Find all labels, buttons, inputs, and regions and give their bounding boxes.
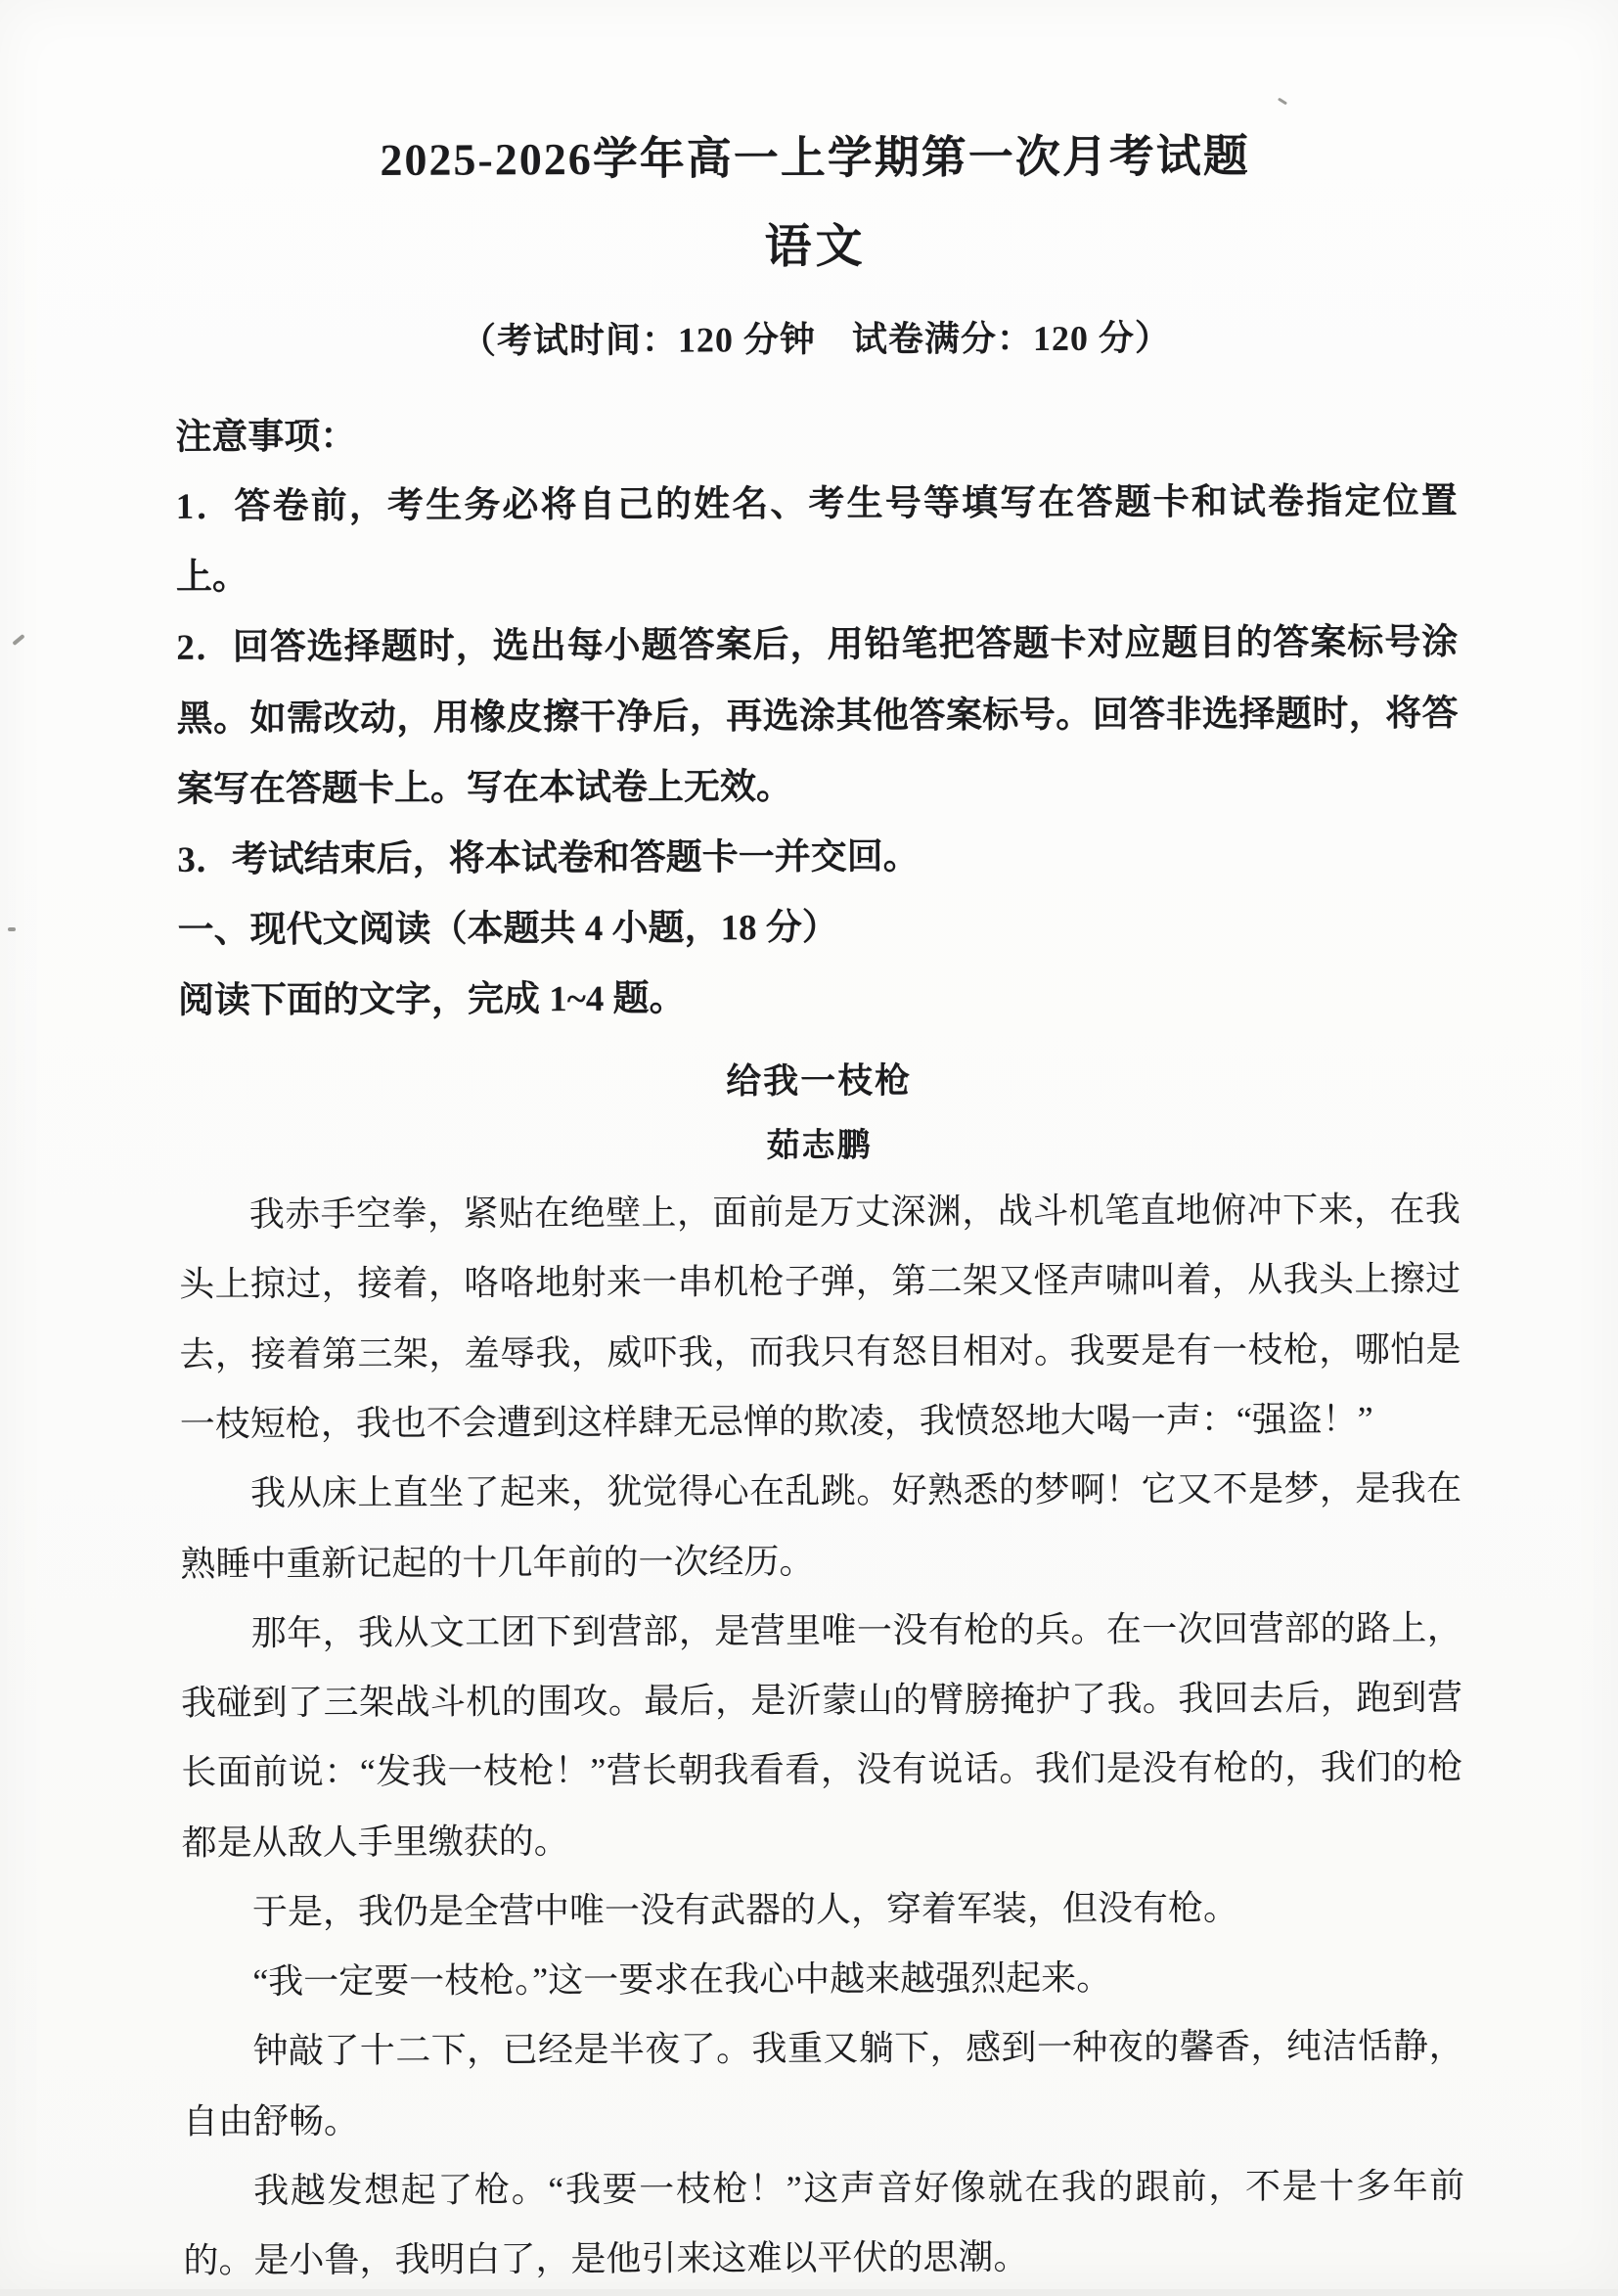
scan-artifact xyxy=(8,927,16,931)
exam-title: 2025-2026学年高一上学期第一次月考试题 xyxy=(380,131,1250,185)
article-title: 给我一枝枪 xyxy=(726,1060,913,1102)
article-paragraph-6: 钟敲了十二下，已经是半夜了。我重又躺下，感到一种夜的馨香，纯洁恬静，自由舒畅。 xyxy=(182,2026,1464,2141)
subject-title: 语文 xyxy=(764,221,867,274)
scan-artifact xyxy=(12,634,24,646)
scan-artifact xyxy=(1278,98,1287,106)
article-paragraph-2: 我从床上直坐了起来，犹觉得心在乱跳。好熟悉的梦啊！它又不是梦，是我在熟睡中重新记起的十几年前的一次经历。 xyxy=(180,1468,1462,1584)
article-paragraph-7: 我越发想起了枪。“我要一枝枪！”这声音好像就在我的跟前，不是十多年前的。是小鲁，我明白了，是他引来这难以平伏的思潮。 xyxy=(183,2166,1465,2281)
notice-item-1: 1．答卷前，考生务必将自己的姓名、考生号等填写在答题卡和试卷指定位置上。 xyxy=(175,481,1458,599)
notice-heading: 注意事项： xyxy=(175,416,357,458)
notice-item-2: 2．回答选择题时，选出每小题答案后，用铅笔把答题卡对应题目的答案标号涂黑。如需改动，用橡皮擦干净后，再选涂其他答案标号。回答非选择题时，将答案写在答题卡上。写在本试卷上无效。 xyxy=(176,622,1459,810)
notice-item-3: 3．考试结束后，将本试卷和答题卡一并交回。 xyxy=(177,836,920,880)
exam-content xyxy=(174,124,1465,2296)
article-paragraph-4: 于是，我仍是全营中唯一没有武器的人，穿着军装，但没有枪。 xyxy=(251,1887,1239,1932)
article-author: 茹志鹏 xyxy=(766,1127,873,1164)
article-paragraph-5: “我一定要一枝枪。”这一要求在我心中越来越强烈起来。 xyxy=(252,1958,1112,2002)
article-paragraph-1: 我赤手空拳，紧贴在绝壁上，面前是万丈深渊，战斗机笔直地俯冲下来，在我头上掠过，接着，咯咯地射来一串机枪子弹，第二架又怪声啸叫着，从我头上擦过去，接着第三架，羞辱我，威吓我，而我只有怒目相对。我要是有一枝枪，哪怕是一枝短枪，我也不会遭到这样肆无忌惮的欺凌，我愤怒地大喝一声：“强盗！” xyxy=(179,1190,1461,1444)
article-paragraph-3: 那年，我从文工团下到营部，是营里唯一没有枪的兵。在一次回营部的路上，我碰到了三架战斗机的围攻。最后，是沂蒙山的臂膀掩护了我。我回去后，跑到营长面前说：“发我一枝枪！”营长朝我看看，没有说话。我们是没有枪的，我们的枪都是从敌人手里缴获的。 xyxy=(180,1607,1463,1863)
section-instruction: 阅读下面的文字，完成 1~4 题。 xyxy=(177,978,686,1021)
section-heading: 一、现代文阅读（本题共 4 小题，18 分） xyxy=(177,907,838,951)
exam-info-line: （考试时间：120 分钟 试卷满分：120 分） xyxy=(460,318,1172,361)
